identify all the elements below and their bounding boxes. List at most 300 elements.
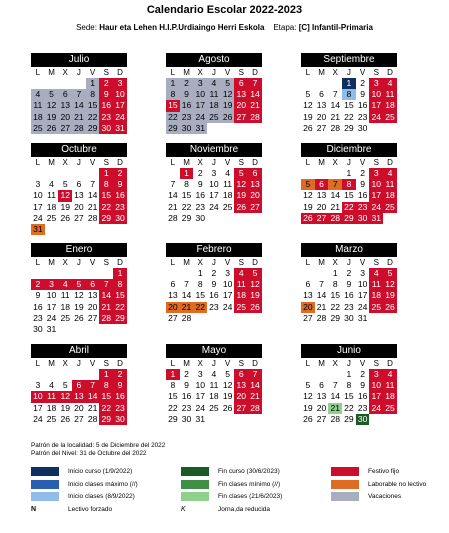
empty-cell [45,78,59,89]
weekday-label: L [35,258,41,267]
day-cell: 25 [383,202,397,213]
weekday-label: V [89,258,96,267]
day-cell: 29 [330,312,340,323]
weekday-label: V [224,158,231,167]
sede-value: Haur eta Lehen H.I.P.Urdiaingo Herri Eskola [99,23,265,32]
month-octubre [31,143,127,235]
day-cell: 8 [113,279,127,290]
day-grid [166,168,262,224]
day-cell: 29 [166,123,180,134]
day-cell: 19 [234,190,248,201]
day-cell: 10 [209,179,219,190]
day-cell: 15 [113,290,127,301]
day-cell: 29 [168,413,178,424]
weekday-label: S [238,359,244,368]
empty-cell [86,168,100,179]
legend-item [31,467,132,477]
day-cell: 21 [248,100,262,111]
weekday-label: L [170,158,176,167]
day-cell: 13 [74,190,84,201]
day-cell: 23 [344,301,354,312]
weekday-label: J [346,359,351,368]
day-cell: 30 [195,212,205,223]
month-name: Diciembre [301,143,397,157]
weekday-label: L [305,258,311,267]
day-cell: 26 [383,302,397,313]
day-cell: 27 [58,123,72,134]
day-cell: 20 [234,100,248,111]
day-cell: 17 [369,190,383,201]
day-cell: 1 [332,268,338,278]
day-cell: 20 [87,301,98,312]
empty-cell [301,168,315,179]
weekday-header [31,157,127,168]
empty-cell [31,369,45,380]
day-cell: 1 [99,168,113,179]
weekday-label: S [238,258,244,267]
day-cell: 30 [356,213,370,224]
day-cell: 4 [369,268,383,279]
day-cell: 3 [225,268,230,278]
weekday-header [166,157,262,168]
day-cell: 28 [316,312,327,323]
day-cell: 28 [87,413,98,424]
day-cell: 26 [303,413,313,424]
day-cell: 7 [248,369,262,380]
day-cell: 26 [221,112,235,123]
day-grid [301,78,397,134]
weekday-label: L [35,359,41,368]
empty-cell [166,168,180,179]
weekday-header [301,67,397,78]
day-cell: 9 [346,279,352,290]
day-cell: 11 [45,391,59,402]
weekday-label: J [211,359,216,368]
day-cell: 15 [168,391,178,402]
day-cell: 7 [86,380,100,391]
day-cell: 11 [207,89,221,100]
weekday-label: L [170,258,176,267]
weekday-label: S [103,258,109,267]
etapa-value: [C] Infantil-Primaria [298,23,373,32]
legend-item [181,505,270,515]
legend-swatch [31,467,59,476]
day-cell: 10 [193,89,207,100]
weekday-label: D [117,359,123,368]
day-cell: 17 [193,100,207,111]
day-cell: 9 [113,380,127,391]
weekday-label: L [35,158,41,167]
day-cell: 24 [195,402,205,413]
day-cell: 22 [99,202,113,213]
day-cell: 9 [113,179,127,190]
day-cell: 18 [383,190,397,201]
day-grid [166,268,262,324]
empty-cell [72,268,86,279]
legend-symbol: N [31,505,37,513]
month-marzo [301,243,397,324]
day-cell: 13 [58,100,72,111]
day-cell: 19 [222,391,233,402]
day-cell: 15 [330,290,340,301]
day-cell: 12 [383,279,397,290]
day-cell: 11 [383,380,397,391]
day-cell: 2 [346,268,352,278]
day-cell: 16 [113,391,127,402]
day-cell: 3 [193,78,207,89]
day-cell: 14 [330,100,340,111]
day-cell: 26 [234,202,248,213]
day-cell: 13 [316,190,327,201]
day-cell: 16 [33,301,43,312]
patron-notes [31,442,165,458]
day-cell: 12 [234,179,248,190]
day-cell: 10 [357,279,368,290]
day-cell: 24 [369,202,383,213]
day-cell: 4 [211,369,217,379]
month-julio [31,53,127,134]
day-cell: 17 [369,100,383,111]
day-cell: 3 [45,279,59,290]
day-cell: 30 [344,312,354,323]
weekday-label: M [183,359,190,368]
empty-cell [166,268,180,279]
day-cell: 21 [87,402,98,413]
legend-label: Laborable no lectivo [368,480,427,488]
weekday-label: M [183,158,190,167]
empty-cell [315,78,329,89]
day-cell: 7 [170,179,176,190]
day-cell: 7 [319,279,324,290]
empty-cell [72,369,86,380]
day-cell: 1 [166,78,180,89]
legend-swatch [181,467,209,476]
day-cell: 26 [60,413,70,424]
day-cell: 9 [184,380,189,391]
weekday-label: S [238,68,244,77]
day-cell: 22 [181,201,192,212]
day-cell: 5 [234,168,248,179]
weekday-header [31,257,127,268]
day-cell: 12 [58,190,72,201]
day-cell: 16 [357,391,368,402]
day-cell: 19 [60,201,70,212]
weekday-label: V [359,158,366,167]
day-cell: 20 [234,391,248,402]
day-grid [31,268,127,335]
day-cell: 13 [303,290,313,301]
legend-label: Jorna,da reducida [218,505,271,513]
day-grid [31,369,127,425]
day-cell: 18 [31,112,45,123]
legend-label: Inicio curso (1/9/2022) [68,468,133,476]
day-cell: 25 [369,302,383,313]
day-cell: 18 [60,301,70,312]
empty-cell [328,369,342,380]
day-cell: 21 [87,201,98,212]
weekday-label: M [48,258,55,267]
day-cell: 22 [344,111,354,122]
day-cell: 7 [248,78,262,89]
day-cell: 28 [248,112,262,123]
day-cell: 20 [316,111,327,122]
day-cell: 28 [248,403,262,414]
empty-cell [58,168,72,179]
weekday-label: X [332,359,338,368]
day-cell: 24 [33,413,43,424]
day-cell: 26 [222,402,233,413]
day-cell: 27 [303,312,313,323]
day-cell: 7 [99,279,113,290]
day-cell: 8 [346,380,352,391]
legend-swatch [331,480,359,489]
empty-cell [86,369,100,380]
weekday-label: D [117,68,123,77]
day-cell: 23 [99,112,113,123]
day-cell: 28 [330,413,340,424]
day-cell: 16 [344,290,354,301]
empty-cell [31,78,45,89]
legend-item [181,480,280,490]
weekday-label: D [387,359,393,368]
empty-cell [58,369,72,380]
day-cell: 10 [369,380,383,391]
day-cell: 24 [209,201,219,212]
weekday-label: L [305,359,311,368]
day-cell: 18 [383,391,397,402]
empty-cell [45,268,59,279]
empty-cell [58,78,72,89]
day-cell: 14 [330,391,340,402]
day-cell: 26 [303,122,313,133]
day-cell: 25 [209,402,219,413]
day-cell: 22 [193,302,207,313]
day-cell: 19 [45,112,59,123]
day-cell: 3 [360,268,365,278]
day-cell: 16 [181,391,192,402]
day-cell: 18 [46,402,57,413]
day-cell: 21 [328,403,342,414]
weekday-label: V [359,359,366,368]
day-cell: 30 [33,323,43,334]
empty-cell [301,78,315,89]
day-cell: 18 [46,201,57,212]
day-cell: 24 [369,403,383,414]
legend-swatch [31,492,59,501]
day-cell: 13 [72,391,86,402]
month-name: Septiembre [301,53,397,67]
day-cell: 16 [99,100,113,111]
day-cell: 1 [346,369,352,379]
day-cell: 30 [113,414,127,425]
day-cell: 1 [166,369,180,380]
day-cell: 31 [31,224,45,235]
day-cell: 5 [45,89,59,100]
day-cell: 2 [99,78,113,89]
legend-swatch [31,480,59,489]
weekday-header [301,257,397,268]
day-grid [301,369,397,425]
legend-item [31,505,112,515]
day-cell: 2 [113,168,127,179]
day-cell: 20 [74,402,84,413]
day-cell: 11 [369,279,383,290]
day-cell: 7 [332,380,338,391]
day-cell: 19 [60,402,70,413]
day-cell: 15 [166,100,180,111]
day-cell: 21 [316,301,327,312]
day-cell: 6 [58,89,72,100]
day-cell: 9 [211,279,217,290]
weekday-label: S [373,359,379,368]
day-cell: 27 [234,403,248,414]
day-cell: 10 [222,279,233,290]
day-cell: 22 [330,301,340,312]
day-cell: 15 [181,190,192,201]
empty-cell [45,369,59,380]
day-cell: 15 [344,100,354,111]
weekday-label: M [48,68,55,77]
day-cell: 14 [99,290,113,301]
day-cell: 16 [180,100,194,111]
month-junio [301,344,397,425]
day-cell: 19 [383,290,397,301]
subtitle [0,23,449,32]
weekday-label: J [76,68,81,77]
day-cell: 20 [316,402,327,413]
weekday-label: L [170,359,176,368]
weekday-label: J [211,258,216,267]
weekday-label: M [48,359,55,368]
day-cell: 5 [72,279,86,290]
day-cell: 15 [99,391,113,402]
legend-label: Inicio clases máximo (//) [68,480,138,488]
day-grid [166,369,262,425]
day-cell: 21 [99,302,113,313]
day-cell: 3 [197,369,203,379]
day-cell: 30 [99,123,113,134]
day-cell: 23 [33,312,43,323]
day-cell: 29 [344,413,354,424]
weekday-label: V [359,258,366,267]
day-cell: 21 [330,201,340,212]
day-cell: 28 [181,312,192,323]
day-cell: 13 [248,179,262,190]
empty-cell [72,168,86,179]
day-cell: 15 [99,190,113,201]
day-cell: 12 [248,279,262,290]
empty-cell [328,168,342,179]
legend-item [181,467,280,477]
day-cell: 2 [360,369,365,379]
day-cell: 28 [328,213,342,224]
weekday-label: J [346,158,351,167]
day-cell: 28 [72,123,86,134]
weekday-label: L [305,158,311,167]
empty-cell [72,78,86,89]
day-cell: 11 [60,290,70,301]
weekday-label: V [224,359,231,368]
day-cell: 14 [316,290,327,301]
day-cell: 6 [170,279,176,290]
day-cell: 18 [383,100,397,111]
day-cell: 25 [46,413,57,424]
weekday-header [166,67,262,78]
day-cell: 3 [369,168,383,179]
day-cell: 21 [330,111,340,122]
day-cell: 10 [369,179,383,190]
day-cell: 1 [86,78,100,89]
day-cell: 27 [316,413,327,424]
weekday-label: D [117,158,123,167]
day-cell: 8 [170,380,176,391]
month-name: Abril [31,344,127,358]
day-cell: 29 [344,122,354,133]
weekday-label: V [224,258,231,267]
legend-label: Festivo fijo [368,468,400,476]
weekday-label: S [103,68,109,77]
day-cell: 25 [207,112,221,123]
day-cell: 25 [222,201,233,212]
day-cell: 7 [184,279,189,290]
month-noviembre [166,143,262,224]
day-cell: 19 [303,402,313,413]
day-cell: 26 [301,213,315,224]
day-cell: 3 [35,380,41,391]
day-cell: 26 [60,212,70,223]
day-cell: 2 [360,168,365,178]
empty-cell [180,268,194,279]
day-cell: 20 [58,112,72,123]
day-cell: 30 [180,123,194,134]
day-cell: 24 [357,301,368,312]
day-cell: 14 [87,190,98,201]
day-cell: 11 [47,190,56,201]
day-cell: 5 [301,179,315,190]
weekday-label: X [332,68,338,77]
day-cell: 23 [195,201,205,212]
day-cell: 19 [248,290,262,301]
weekday-label: M [183,68,190,77]
day-cell: 15 [195,290,205,301]
day-cell: 9 [35,290,41,301]
day-cell: 12 [221,89,235,100]
weekday-label: D [252,258,258,267]
weekday-label: X [332,258,338,267]
day-cell: 26 [248,302,262,313]
empty-cell [315,168,329,179]
day-cell: 13 [234,380,248,391]
month-name: Agosto [166,53,262,67]
day-cell: 24 [113,112,127,123]
day-cell: 6 [72,380,86,391]
day-cell: 9 [180,89,194,100]
legend-swatch [331,492,359,501]
month-name: Julio [31,53,127,67]
day-cell: 23 [209,301,219,312]
weekday-label: D [252,359,258,368]
day-cell: 31 [113,123,127,134]
day-cell: 22 [86,112,100,123]
day-cell: 23 [357,402,368,413]
day-cell: 6 [319,380,324,391]
day-cell: 20 [248,190,262,201]
day-cell: 20 [166,302,180,313]
day-cell: 25 [46,212,57,223]
day-cell: 4 [207,78,221,89]
day-cell: 18 [207,100,221,111]
weekday-label: M [318,359,325,368]
